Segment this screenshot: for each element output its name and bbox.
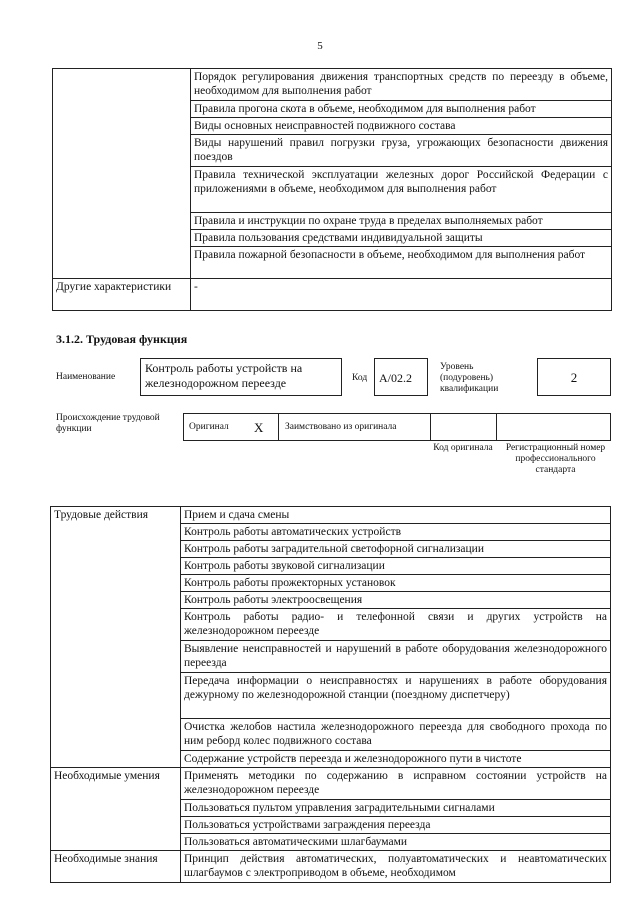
other-characteristics-label: Другие характеристики: [53, 279, 191, 311]
borrowed-label: Заимствовано из оригинала: [285, 422, 397, 432]
level-box: [537, 358, 611, 396]
function-name-box: [140, 358, 342, 396]
origin-code-caption: Код оригинала: [433, 443, 493, 453]
table-row: Порядок регулирования движения транспортных средств по переезду в объеме, необходимом для выполнения работ: [191, 69, 612, 101]
section-heading: 3.1.2. Трудовая функция: [56, 332, 188, 346]
labor-function-table: [50, 506, 611, 883]
name-label: Наименование: [56, 372, 116, 382]
table-row: Правила пользования средствами индивидуальной защиты: [191, 230, 612, 247]
origin-row: [183, 413, 611, 441]
table-row: Содержание устройств переезда и железнодорожного пути в чистоте: [181, 751, 611, 768]
table-row: Очистка желобов настила железнодорожного переезда для свободного прохода по ним реборд колес подвижного состава: [181, 719, 611, 751]
divider: [278, 414, 279, 440]
table-row: Контроль работы заградительной светофорной сигнализации: [181, 541, 611, 558]
registration-number-caption: Регистрационный номер профессионального стандарта: [505, 443, 606, 475]
origin-label: Происхождение трудовой функции: [56, 413, 160, 434]
table-row: Контроль работы прожекторных установок: [181, 575, 611, 592]
table-row: Виды нарушений правил погрузки груза, угрожающих безопасности движения поездов: [191, 135, 612, 167]
qualification-level: 2: [570, 370, 578, 385]
table-row: Контроль работы электроосвещения: [181, 592, 611, 609]
table-row: Пользоваться пультом управления заградительными сигналами: [181, 800, 611, 817]
code-label: Код: [352, 373, 368, 383]
table-row: Передача информации о неисправностях и нарушениях в работе оборудования дежурному по железнодорожной станции (поездному диспетчеру): [181, 673, 611, 719]
table-row: Пользоваться автоматическими шлагбаумами: [181, 834, 611, 851]
knowledge-continuation-table: [52, 68, 612, 311]
function-code: A/02.2: [379, 371, 412, 385]
original-mark: X: [254, 420, 264, 435]
required-knowledge-label: Необходимые знания: [51, 851, 181, 883]
table-row: Правила технической эксплуатации железных дорог Российской Федерации с приложениями в объеме, необходимом для выполнения работ: [191, 167, 612, 213]
table-row: Правила прогона скота в объеме, необходимом для выполнения работ: [191, 101, 612, 118]
required-skills-label: Необходимые умения: [51, 768, 181, 851]
table-row: Прием и сдача смены: [181, 507, 611, 524]
table-row: Пользоваться устройствами заграждения переезда: [181, 817, 611, 834]
function-name: Контроль работы устройств на железнодорожном переезде: [145, 361, 303, 390]
divider: [496, 414, 497, 440]
table-row: Правила пожарной безопасности в объеме, необходимом для выполнения работ: [191, 247, 612, 279]
page-number: 5: [317, 40, 323, 52]
table-row: Выявление неисправностей и нарушений в работе оборудования железнодорожного переезда: [181, 641, 611, 673]
original-label: Оригинал: [189, 422, 229, 432]
table-row: Принцип действия автоматических, полуавтоматических и неавтоматических шлагбаумов с электроприводом в объеме, необходимом: [181, 851, 611, 883]
table-row: Контроль работы автоматических устройств: [181, 524, 611, 541]
table-row: Контроль работы радио- и телефонной связи и других устройств на железнодорожном переезде: [181, 609, 611, 641]
code-box: [374, 358, 428, 396]
label-cell-empty: [53, 69, 191, 279]
labor-actions-label: Трудовые действия: [51, 507, 181, 768]
table-row: Контроль работы звуковой сигнализации: [181, 558, 611, 575]
table-row: Виды основных неисправностей подвижного состава: [191, 118, 612, 135]
level-label: Уровень (подуровень) квалификации: [440, 362, 499, 394]
table-row: Применять методики по содержанию в исправном состоянии устройств на железнодорожном переезде: [181, 768, 611, 800]
other-characteristics-value: -: [191, 279, 612, 311]
table-row: Правила и инструкции по охране труда в пределах выполняемых работ: [191, 213, 612, 230]
divider: [430, 414, 431, 440]
